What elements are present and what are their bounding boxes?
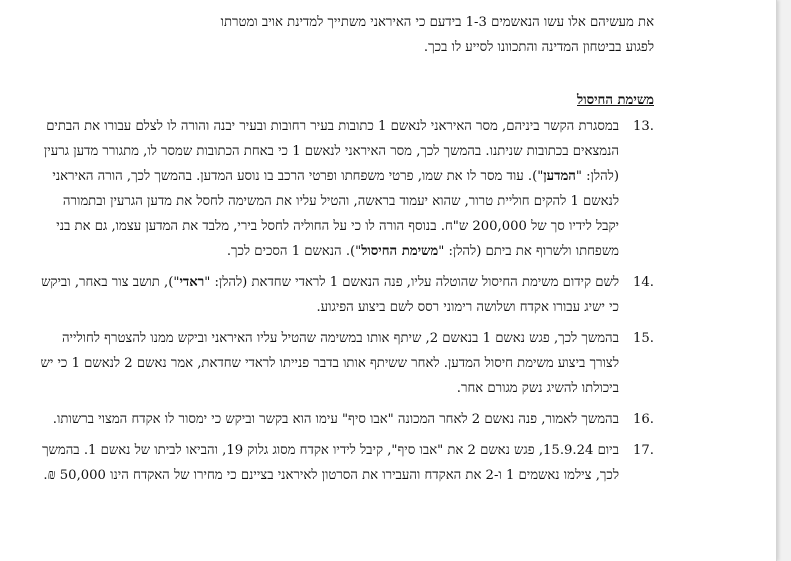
intro-line: את מעשיהם אלו עשו הנאשמים 1-3 בידעם כי האיראני משתייך למדינת אויב ומטרתו [220, 15, 654, 30]
item-number: 16. [633, 412, 654, 427]
list-item [40, 270, 654, 320]
item-number: 15. [633, 331, 654, 346]
defined-term: משימת החיסול [361, 244, 439, 259]
section-heading: משימת החיסול [577, 93, 654, 108]
item-text: בהמשך לכך, פגש נאשם 1 בנאשם 2, שיתף אותו במשימה שהטיל עליו האיראני וביקש ממנו להצטרף לחולייה לצורך ביצוע משימת חיסול המדען. לאחר ששיתף אותו בדבר פנייתו לראדי שחדאת, אמר נאשם 2 לנאשם 1 כי יש ביכולתו להשיג נשק מגורם אחר. [40, 331, 619, 396]
list-item [40, 438, 654, 488]
document-body [40, 10, 654, 494]
list-item [40, 326, 654, 401]
item-number: 17. [633, 443, 654, 458]
defined-term: ראדי [179, 275, 205, 290]
list-item [40, 114, 654, 264]
defined-term: המדען [543, 169, 576, 184]
item-number: 14. [633, 275, 654, 290]
intro-paragraph [40, 10, 654, 60]
item-text: לשם קידום משימת החיסול שהוטלה עליו, פנה הנאשם 1 לראדי שחדאת (להלן: "ראדי"), תושב צור באחר, וביקש כי ישיג עבורו אקדח ושלושה רימוני רסס לשם ביצוע הפיגוע. [41, 275, 619, 315]
numbered-list [40, 114, 654, 488]
item-number: 13. [633, 119, 654, 134]
intro-line: לפגוע בביטחון המדינה והתכוונו לסייע לו בכך. [423, 40, 654, 55]
item-text: בהמשך לאמור, פנה נאשם 2 לאחר המכונה "אבו סיף" עימו הוא בקשר וביקש כי ימסור לו אקדח המצוי ברשותו. [52, 412, 619, 427]
item-text: במסגרת הקשר ביניהם, מסר האיראני לנאשם 1 כתובות בעיר רחובות ובעיר יבנה והורה לו לצלם עבורו את הבתים הנמצאים בכתובות שניתנו. בהמשך לכך, מסר האיראני לנאשם 1 כי באחת הכתובות שמסר לו, מתגורר מדען גרעין (להלן: "המדען"). עוד מסר לו את שמו, פרטי משפחתו ופרטי הרכב בו נוסע המדען. בהמשך לכך, הורה האיראני לנאשם 1 להקים חוליית טרור, שהוא יעמוד בראשה, והטיל עליו את המשימה לחסל את מדען הגרעין ובתמורה יקבל לידיו סך של 200,000 ש"ח. בנוסף הורה לו כי על החוליה לחסל בירי, מלבד את המדען עצמו, גם את בני משפחתו ולשרוף את ביתם (להלן: "משימת החיסול"). הנאשם 1 הסכים לכך. [43, 119, 619, 259]
item-text: ביום 15.9.24, פגש נאשם 2 את "אבו סיף", קיבל לידיו אקדח מסוג גלוק 19, והביאו לביתו של נאשם 1. בהמשך לכך, צילמו נאשמים 1 ו-2 את האקדח והעבירו את הסרטון לאיראני בציינם כי מחירו של האקדח הינו 50,000 ₪. [42, 443, 619, 483]
list-item [40, 407, 654, 432]
